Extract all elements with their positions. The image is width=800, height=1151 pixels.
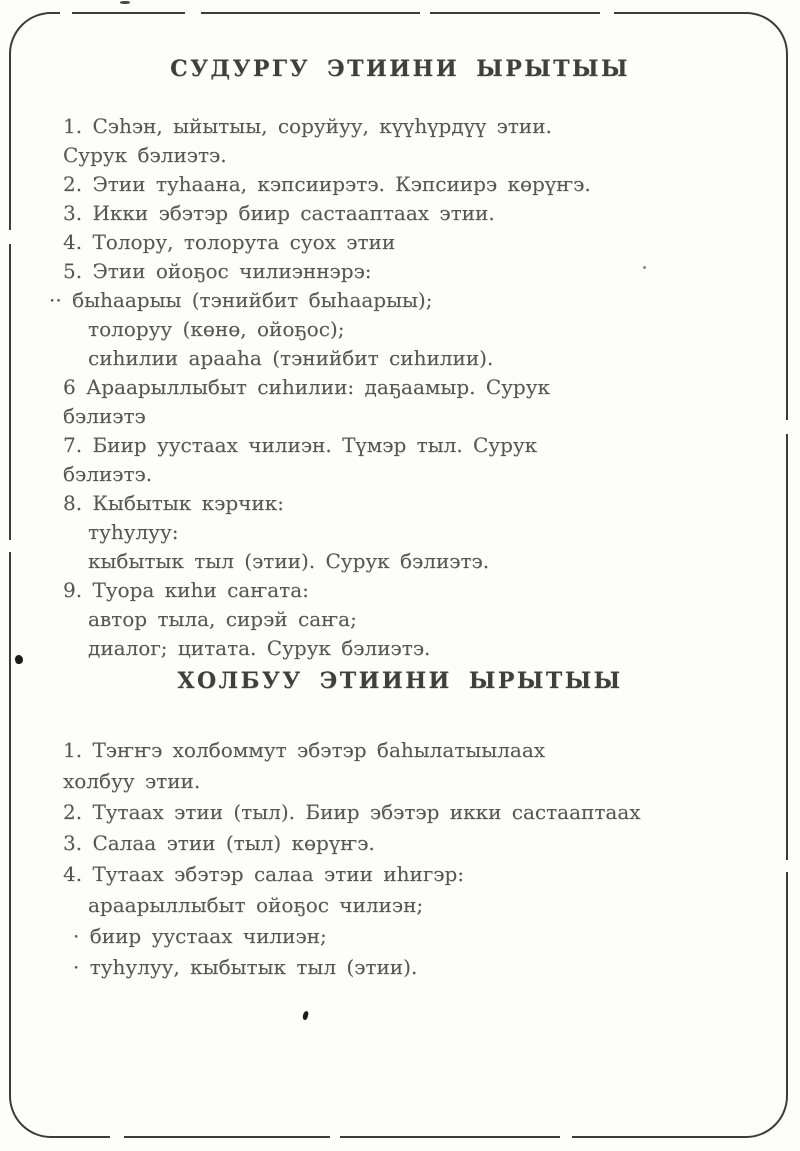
border-gap <box>420 11 430 16</box>
list-item-wrap: Сурук бэлиэтэ. <box>63 143 227 167</box>
simple-sentence-analysis-list <box>49 112 760 663</box>
list-item: 2. Тутаах этии (тыл). Биир эбэтэр икки састааптаах <box>63 800 641 824</box>
list-item-wrap: холбуу этии. <box>63 769 201 793</box>
list-subitem: · биир уустаах чилиэн; <box>73 924 327 948</box>
list-item-wrap: бэлиэтэ <box>63 404 146 428</box>
list-item: 5. Этии ойоҕос чилиэннэрэ: <box>63 259 372 283</box>
list-item: 3. Салаа этии (тыл) көрүҥэ. <box>63 831 375 855</box>
border-gap <box>785 860 790 872</box>
compound-sentence-analysis-list <box>63 735 760 983</box>
border-gap <box>185 11 201 16</box>
border-gap <box>785 420 790 434</box>
border-gap <box>110 1135 124 1141</box>
list-item: 4. Толору, толорута суох этии <box>63 230 396 254</box>
border-gap <box>8 540 13 552</box>
list-item: 8. Кыбытык кэрчик: <box>63 491 284 515</box>
list-subitem: сиһилии арааһа (тэнийбит сиһилии). <box>88 346 494 370</box>
list-item: 3. Икки эбэтэр биир састааптаах этии. <box>63 201 495 225</box>
list-item: 4. Тутаах эбэтэр салаа этии иһигэр: <box>63 862 465 886</box>
list-subitem: диалог; цитата. Сурук бэлиэтэ. <box>88 636 431 660</box>
section-title-compound-sentence: ХОЛБУУ ЭТИИНИ ЫРЫТЫЫ <box>177 668 623 694</box>
list-item: 7. Биир уустаах чилиэн. Түмэр тыл. Сурук <box>63 433 538 457</box>
section-title-simple-sentence: СУДУРГУ ЭТИИНИ ЫРЫТЫЫ <box>170 56 630 82</box>
border-gap <box>560 1135 572 1141</box>
ink-speck <box>643 266 646 269</box>
list-subitem: туһулуу: <box>88 520 179 544</box>
list-subitem: кыбытык тыл (этии). Сурук бэлиэтэ. <box>88 549 490 573</box>
border-gap <box>60 11 72 16</box>
list-subitem: ·· быһаарыы (тэнийбит быһаарыы); <box>49 288 433 312</box>
list-subitem: толоруу (көнө, ойоҕос); <box>88 317 345 341</box>
list-item-wrap: бэлиэтэ. <box>63 462 153 486</box>
list-item: 2. Этии туһаана, кэпсиирэтэ. Кэпсиирэ көрүҥэ. <box>63 172 591 196</box>
border-gap <box>600 11 614 16</box>
list-item: 1. Сэһэн, ыйытыы, соруйуу, күүһүрдүү этии. <box>63 114 552 138</box>
list-subitem: · туһулуу, кыбытык тыл (этии). <box>73 955 418 979</box>
list-item: 1. Тэҥҥэ холбоммут эбэтэр баһылатыылаах <box>63 738 546 762</box>
border-gap <box>330 1135 340 1141</box>
list-item: 9. Туора киһи саҥата: <box>63 578 309 602</box>
border-gap <box>8 230 13 244</box>
list-subitem: араарыллыбыт ойоҕос чилиэн; <box>88 893 424 917</box>
ink-speck <box>120 1 130 4</box>
list-subitem: автор тыла, сирэй саҥа; <box>88 607 357 631</box>
list-item: 6 Араарыллыбыт сиһилии: даҕаамыр. Сурук <box>63 375 551 399</box>
